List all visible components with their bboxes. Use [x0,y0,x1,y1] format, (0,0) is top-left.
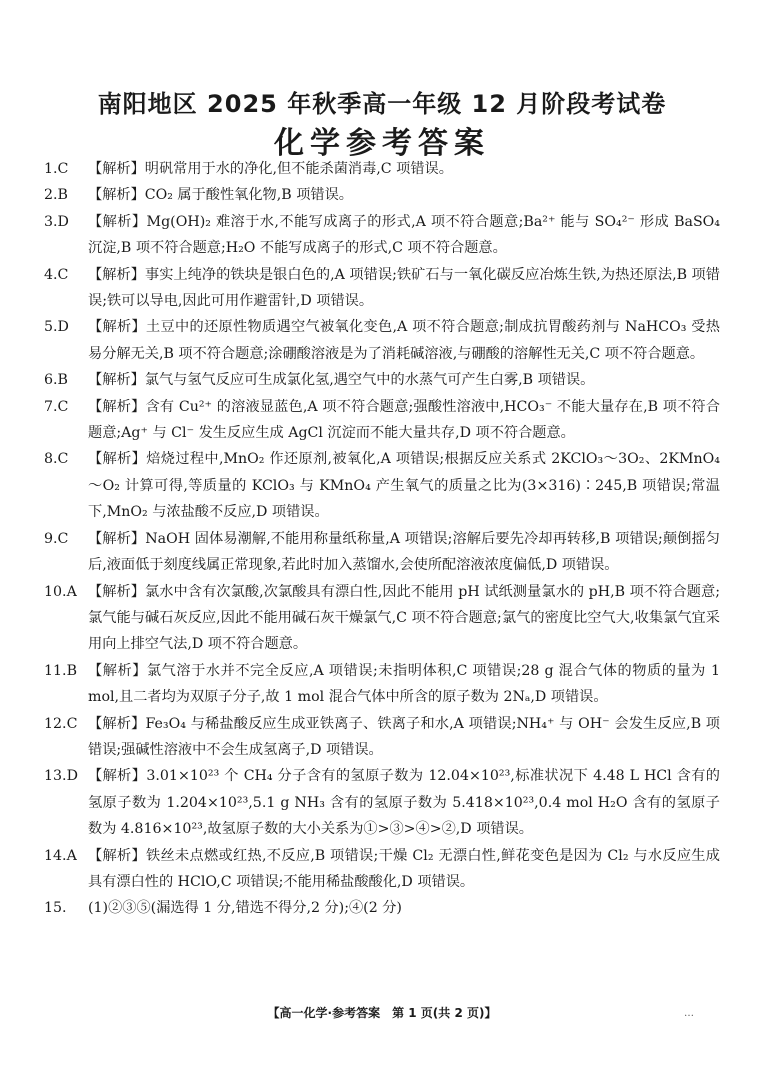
answer-item-3 [44,209,720,262]
answer-item-12 [44,711,720,764]
answer-number: 2.B [44,187,68,204]
answer-item-9 [44,526,720,579]
answer-item-10 [44,579,720,658]
answer-item-6 [44,367,720,393]
answer-item-2 [44,182,720,208]
answer-explanation: 【解析】焙烧过程中,MnO₂ 作还原剂,被氧化,A 项错误;根据反应关系式 2KClO₃～3O₂、2KMnO₄～O₂ 计算可得,等质量的 KClO₃ 与 KMnO₄ 产生氧气的质量之比为(3×316)∶245,B 项错误;常温下,MnO₂ 与浓盐酸不反应,D 项错误。 [88,451,720,521]
answer-number: 8.C [44,451,69,468]
answer-explanation: 【解析】明矾常用于水的净化,但不能杀菌消毒,C 项错误。 [88,161,453,177]
answer-explanation: 【解析】3.01×10²³ 个 CH₄ 分子含有的氢原子数为 12.04×10²³,标准状况下 4.48 L HCl 含有的氢原子数为 1.204×10²³,5.1 g NH₃ 含有的氢原子数为 5.418×10²³,0.4 mol H₂O 含有的氢原子数为 4.816×10²³,故氢原子数的大小关系为①>③>④>②,D 项错误。 [88,768,720,838]
answer-item-7 [44,394,720,447]
answer-item-5 [44,314,720,367]
answer-explanation: 【解析】氯气与氢气反应可生成氯化氢,遇空气中的水蒸气可产生白雾,B 项错误。 [88,372,595,389]
answer-number: 3.D [44,213,69,230]
answer-item-13 [44,763,720,842]
answer-list [44,156,720,922]
answer-explanation: 【解析】氯气溶于水并不完全反应,A 项错误;未指明体积,C 项错误;28 g 混合气体的物质的量为 1 mol,且二者均为双原子分子,故 1 mol 混合气体中所含的原子数为 2Nₐ,D 项错误。 [88,662,720,706]
answer-number: 5.D [44,319,69,336]
answer-explanation: 【解析】含有 Cu²⁺ 的溶液显蓝色,A 项不符合题意;强酸性溶液中,HCO₃⁻ 不能大量存在,B 项不符合题意;Ag⁺ 与 Cl⁻ 发生反应生成 AgCl 沉淀而不能大量共存,D 项不符合题意。 [88,398,720,442]
answer-item-1 [44,156,720,182]
answer-explanation: (1)②③⑤(漏选得 1 分,错选不得分,2 分);④(2 分) [88,900,402,917]
answer-number: 4.C [44,266,69,283]
answer-number: 12.C [44,715,78,732]
answer-explanation: 【解析】NaOH 固体易潮解,不能用称量纸称量,A 项错误;溶解后要先冷却再转移,B 项错误;颠倒摇匀后,液面低于刻度线属正常现象,若此时加入蒸馏水,会使所配溶液浓度偏低,D 项错误。 [88,530,720,574]
answer-explanation: 【解析】Fe₃O₄ 与稀盐酸反应生成亚铁离子、铁离子和水,A 项错误;NH₄⁺ 与 OH⁻ 会发生反应,B 项错误;强碱性溶液中不会生成氢离子,D 项错误。 [88,715,720,758]
answer-explanation: 【解析】土豆中的还原性物质遇空气被氧化变色,A 项不符合题意;制成抗胃酸药剂与 NaHCO₃ 受热易分解无关,B 项不符合题意;涂硼酸溶液是为了消耗碱溶液,与硼酸的溶解性无关,C 项不符合题意。 [88,319,720,362]
answer-number: 10.A [44,583,77,600]
answer-number: 7.C [44,398,69,415]
answer-item-11 [44,658,720,711]
answer-item-8 [44,446,720,525]
page-footer: 【高一化学·参考答案 第 1 页(共 2 页)】 [267,1006,497,1020]
answer-number: 14.A [44,847,77,864]
answer-explanation: 【解析】Mg(OH)₂ 难溶于水,不能写成离子的形式,A 项不符合题意;Ba²⁺ 能与 SO₄²⁻ 形成 BaSO₄ 沉淀,B 项不符合题意;H₂O 不能写成离子的形式,C 项不符合题意。 [88,213,720,257]
answer-number: 6.B [44,372,68,389]
answer-item-15 [44,895,720,921]
answer-number: 15. [44,900,67,917]
answer-explanation: 【解析】事实上纯净的铁块是银白色的,A 项错误;铁矿石与一氧化碳反应冶炼生铁,为热还原法,B 项错误;铁可以导电,因此可用作避雷针,D 项错误。 [88,266,720,310]
footer-mark: … [684,1008,694,1019]
answer-explanation: 【解析】氯水中含有次氯酸,次氯酸具有漂白性,因此不能用 pH 试纸测量氯水的 pH,B 项不符合题意;氯气能与碱石灰反应,因此不能用碱石灰干燥氯气,C 项不符合题意;氯气的密度比空气大,收集氯气宜采用向上排空气法,D 项不符合题意。 [88,583,720,653]
answer-number: 9.C [44,530,69,547]
answer-number: 11.B [44,662,77,679]
answer-explanation: 【解析】铁丝未点燃或红热,不反应,B 项错误;干燥 Cl₂ 无漂白性,鲜花变色是因为 Cl₂ 与水反应生成具有漂白性的 HClO,C 项错误;不能用稀盐酸酸化,D 项错误。 [88,847,720,890]
answer-explanation: 【解析】CO₂ 属于酸性氧化物,B 项错误。 [88,187,353,204]
answer-number: 13.D [44,768,78,785]
page-title: 化学参考答案 [274,126,490,161]
answer-item-4 [44,262,720,315]
exam-title: 南阳地区 2025 年秋季高一年级 12 月阶段考试卷 [97,90,667,118]
answer-number: 1.C [44,161,69,177]
answer-item-14 [44,843,720,896]
